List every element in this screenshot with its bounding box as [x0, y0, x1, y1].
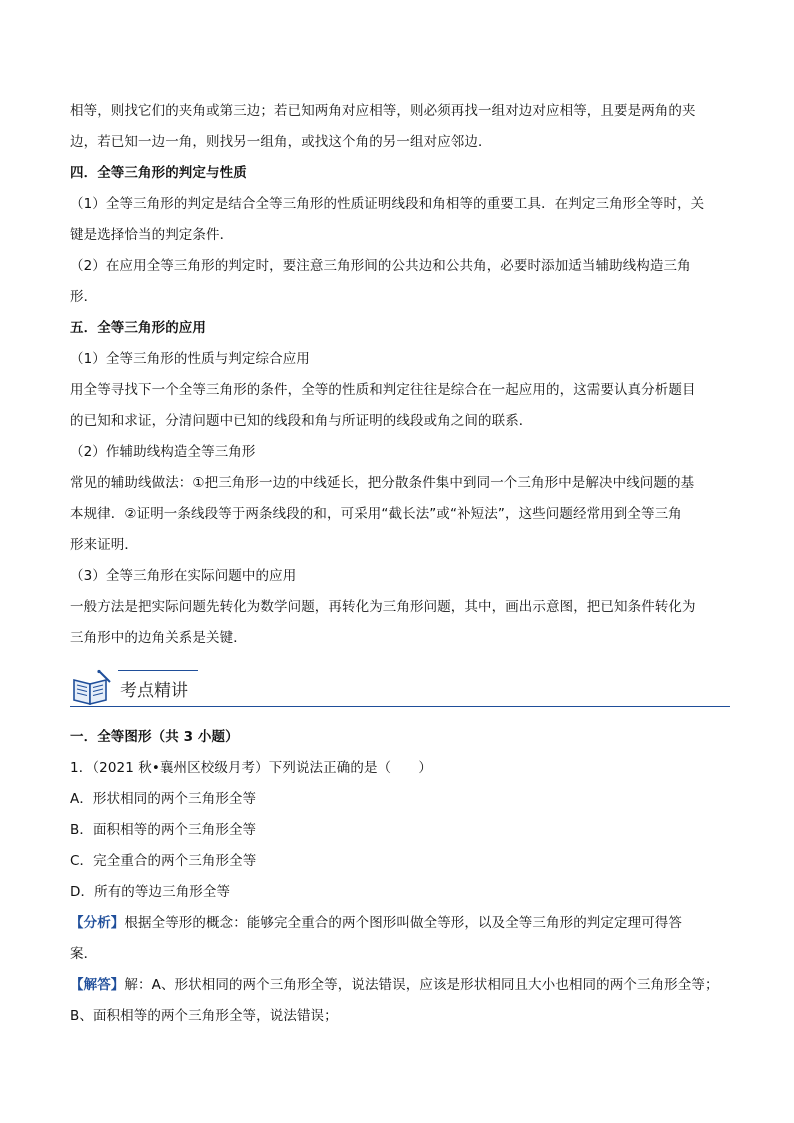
paragraph-line: （2）作辅助线构造全等三角形: [70, 444, 256, 460]
paragraph-line: （2）在应用全等三角形的判定时，要注意三角形间的公共边和公共角，必要时添加适当辅助线构造三角: [70, 258, 691, 274]
option-d: D．所有的等边三角形全等: [70, 884, 231, 900]
banner-bottom-rule: [70, 706, 730, 707]
paragraph-line: 用全等寻找下一个全等三角形的条件，全等的性质和判定往往是综合在一起应用的，这需要认真分析题目: [70, 382, 696, 398]
paragraph-line: 边，若已知一边一角，则找另一组角，或找这个角的另一组对应邻边．: [70, 134, 492, 150]
open-book-icon: [70, 668, 114, 708]
paragraph-line: 一般方法是把实际问题先转化为数学问题，再转化为三角形问题，其中，画出示意图，把已知条件转化为: [70, 599, 696, 615]
section-heading-5: 五．全等三角形的应用: [70, 320, 206, 336]
answer-line: B、面积相等的两个三角形全等，说法错误；: [70, 1008, 338, 1024]
section-heading-4: 四．全等三角形的判定与性质: [70, 165, 247, 181]
option-b: B．面积相等的两个三角形全等: [70, 822, 257, 838]
banner-title: 考点精讲: [120, 681, 188, 701]
answer-text: 解：A、形状相同的两个三角形全等，说法错误，应该是形状相同且大小也相同的两个三角形全等；: [124, 977, 719, 993]
analysis-line: 案．: [70, 946, 98, 962]
paragraph-line: 常见的辅助线做法：①把三角形一边的中线延长，把分散条件集中到同一个三角形中是解决中线问题的基: [70, 475, 695, 491]
paragraph-line: 的已知和求证，分清问题中已知的线段和角与所证明的线段或角之间的联系．: [70, 413, 533, 429]
answer-tag: 【解答】: [70, 977, 125, 993]
part-heading: 一．全等图形（共 3 小题）: [70, 729, 239, 745]
paragraph-line: （1）全等三角形的判定是结合全等三角形的性质证明线段和角相等的重要工具．在判定三角形全等时，关: [70, 196, 705, 212]
paragraph-line: 本规律．②证明一条线段等于两条线段的和，可采用“截长法”或“补短法”，这些问题经常用到全等三角: [70, 506, 682, 522]
paragraph-line: 形来证明．: [70, 537, 138, 553]
paragraph-line: 三角形中的边角关系是关键．: [70, 630, 247, 646]
section-banner: [70, 662, 730, 716]
paragraph-line: 形．: [70, 289, 98, 305]
paragraph-line: 键是选择恰当的判定条件．: [70, 227, 234, 243]
paragraph-line: （1）全等三角形的性质与判定综合应用: [70, 351, 310, 367]
paragraph-line: （3）全等三角形在实际问题中的应用: [70, 568, 297, 584]
analysis-tag: 【分析】: [70, 915, 125, 931]
option-a: A．形状相同的两个三角形全等: [70, 791, 257, 807]
paragraph-line: 相等，则找它们的夹角或第三边；若已知两角对应相等，则必须再找一组对边对应相等，且要是两角的夹: [70, 103, 696, 119]
option-c: C．完全重合的两个三角形全等: [70, 853, 257, 869]
banner-top-rule: [118, 670, 198, 671]
analysis-text: 根据全等形的概念：能够完全重合的两个图形叫做全等形，以及全等三角形的判定定理可得答: [124, 915, 683, 931]
analysis-line: [70, 908, 730, 939]
question-text: 1．（2021 秋•襄州区校级月考）下列说法正确的是（ ）: [70, 760, 432, 776]
document-content: [70, 96, 730, 1032]
answer-line: [70, 970, 730, 1001]
